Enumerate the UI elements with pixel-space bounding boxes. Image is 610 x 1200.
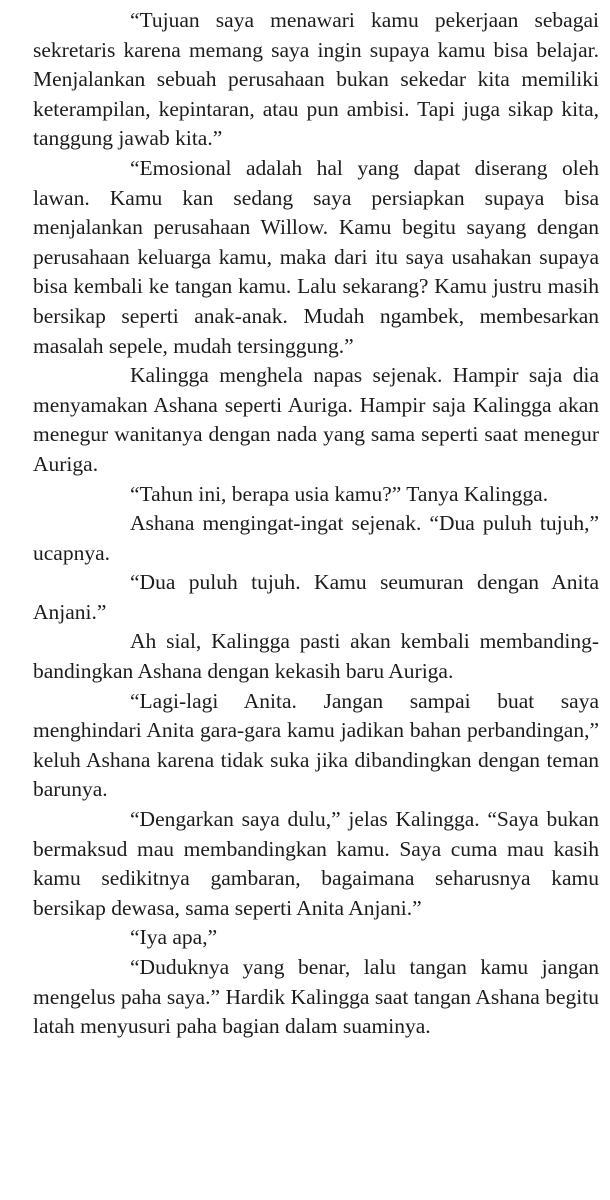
paragraph: Kalingga menghela napas sejenak. Hampir saja dia menyamakan Ashana seperti Auriga. Hampir saja Kalingga akan menegur wanitanya dengan nada yang sama seperti saat menegur Auriga. — [33, 363, 599, 476]
paragraph: “Dengarkan saya dulu,” jelas Kalingga. “Saya bukan bermaksud mau membandingkan kamu. Saya cuma mau kasih kamu sedikitnya gambaran, bagaimana seharusnya kamu bersikap dewasa, sama seperti Anita Anjani.” — [33, 807, 599, 920]
paragraph: “Lagi-lagi Anita. Jangan sampai buat saya menghindari Anita gara-gara kamu jadikan bahan perbandingan,” keluh Ashana karena tidak suka jika dibandingkan dengan teman barunya. — [33, 688, 599, 802]
paragraph: “Tujuan saya menawari kamu pekerjaan sebagai sekretaris karena memang saya ingin supaya kamu bisa belajar. Menjalankan sebuah perusahaan bukan sekedar kita memiliki keterampilan, kepintaran, atau pun ambisi. Tapi juga sikap kita, tanggung jawab kita.” — [33, 8, 599, 151]
paragraph: Ah sial, Kalingga pasti akan kembali membanding-bandingkan Ashana dengan kekasih baru Auriga. — [33, 629, 599, 684]
paragraph: “Emosional adalah hal yang dapat diserang oleh lawan. Kamu kan sedang saya persiapkan supaya bisa menjalankan perusahaan Willow. Kamu begitu sayang dengan perusahaan keluarga kamu, maka dari itu saya usahakan supaya bisa kembali ke tangan kamu. Lalu sekarang? Kamu justru masih bersikap seperti anak-anak. Mudah ngambek, membesarkan masalah sepele, mudah tersinggung.” — [33, 155, 599, 358]
paragraph: “Dua puluh tujuh. Kamu seumuran dengan Anita Anjani.” — [33, 570, 599, 624]
paragraph: “Iya apa,” — [130, 925, 218, 950]
paragraph: Ashana mengingat-ingat sejenak. “Dua puluh tujuh,” ucapnya. — [33, 511, 599, 565]
paragraph: “Duduknya yang benar, lalu tangan kamu jangan mengelus paha saya.” Hardik Kalingga saat tangan Ashana begitu latah menyusuri paha bagian dalam suaminya. — [33, 955, 599, 1039]
paragraph: “Tahun ini, berapa usia kamu?” Tanya Kalingga. — [130, 481, 549, 506]
